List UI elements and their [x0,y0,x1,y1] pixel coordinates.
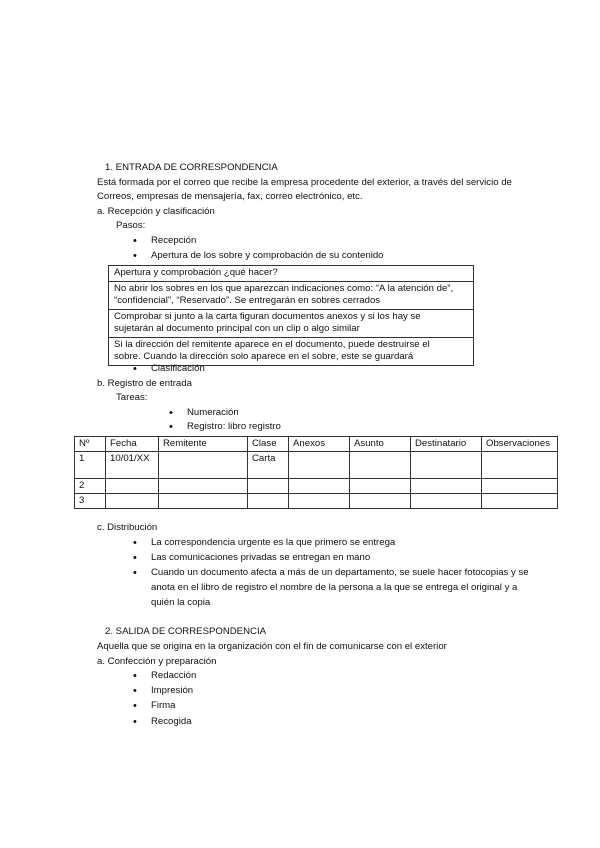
section2-subsection-a-label: a. Confección y preparación [97,656,217,667]
tareas-item: • Numeración [187,407,239,419]
distribucion-item-cont: anota en el libro de registro el nombre de la persona a la que se entrega el original y a [151,582,518,593]
table-row [75,452,558,479]
cell [159,479,248,494]
cell: 1 [75,452,106,479]
section1-desc-line2: Correos, empresas de mensajería, fax, correo electrónico, etc. [97,191,363,202]
cell [159,452,248,479]
distribucion-item: • Las comunicaciones privadas se entregan en mano [151,552,370,564]
cell [289,452,350,479]
apertura-box [108,265,474,366]
apertura-box-row: Comprobar si junto a la carta figuran documentos anexos y si los hay se sujetarán al documento principal con un clip o algo similar [109,310,473,338]
section1-desc-line1: Está formada por el correo que recibe la empresa procedente del exterior, a través del servicio de [97,177,512,188]
section2-desc: Aquella que se origina en la organización con el fin de comunicarse con el exterior [97,641,447,652]
cell [350,479,411,494]
cell [482,452,558,479]
cell [482,494,558,509]
cell: 3 [75,494,106,509]
confeccion-item: • Firma [151,700,176,712]
cell [411,479,482,494]
distribucion-item: • La correspondencia urgente es la que primero se entrega [151,537,395,549]
cell [289,494,350,509]
section2-heading: 2. SALIDA DE CORRESPONDENCIA [105,626,267,637]
pasos-label: Pasos: [116,220,146,231]
apertura-box-row: Si la dirección del remitente aparece en el documento, puede destruirse el sobre. Cuando la dirección solo aparece en el sobre, este se guardará [114,339,430,362]
th-num: Nº [75,437,106,452]
pasos-item: • Apertura de los sobre y comprobación de su contenido [151,250,384,262]
cell [248,479,289,494]
cell [350,494,411,509]
cell [106,479,159,494]
cell [106,494,159,509]
cell [411,494,482,509]
tareas-item: • Registro: libro registro [187,421,281,433]
distribucion-item-cont: quién la copia [151,597,211,608]
confeccion-item: • Impresión [151,685,193,697]
clasificacion-item: • Clasificación [151,363,205,375]
table-row [75,479,558,494]
subsection-c-label: c. Distribución [97,522,158,533]
th-observaciones: Observaciones [482,437,558,452]
th-fecha: Fecha [106,437,159,452]
pasos-item: • Recepción [151,235,196,247]
registro-table [74,436,558,509]
cell [411,452,482,479]
cell: 2 [75,479,106,494]
subsection-b-label: b. Registro de entrada [97,378,192,389]
cell [289,479,350,494]
cell [350,452,411,479]
apertura-box-row: No abrir los sobres en los que aparezcan indicaciones como: “A la atención de”, “confidencial”, “Reservado”. Se entregarán en sobres cerrados [109,282,473,310]
subsection-a-label: a. Recepción y clasificación [97,206,215,217]
cell [159,494,248,509]
th-anexos: Anexos [289,437,350,452]
distribucion-item: • Cuando un documento afecta a más de un departamento, se suele hacer fotocopias y se [151,567,529,579]
cell: Carta [248,452,289,479]
cell: 10/01/XX [106,452,159,479]
th-remitente: Remitente [159,437,248,452]
cell [482,479,558,494]
table-row [75,494,558,509]
confeccion-item: • Redacción [151,670,196,682]
cell [248,494,289,509]
section1-heading: 1. ENTRADA DE CORRESPONDENCIA [105,162,278,173]
confeccion-item: • Recogida [151,716,192,728]
th-destinatario: Destinatario [411,437,482,452]
th-clase: Clase [248,437,289,452]
tareas-label: Tareas: [116,392,148,403]
table-header-row [75,437,558,452]
apertura-box-title: Apertura y comprobación ¿qué hacer? [109,266,473,282]
th-asunto: Asunto [350,437,411,452]
